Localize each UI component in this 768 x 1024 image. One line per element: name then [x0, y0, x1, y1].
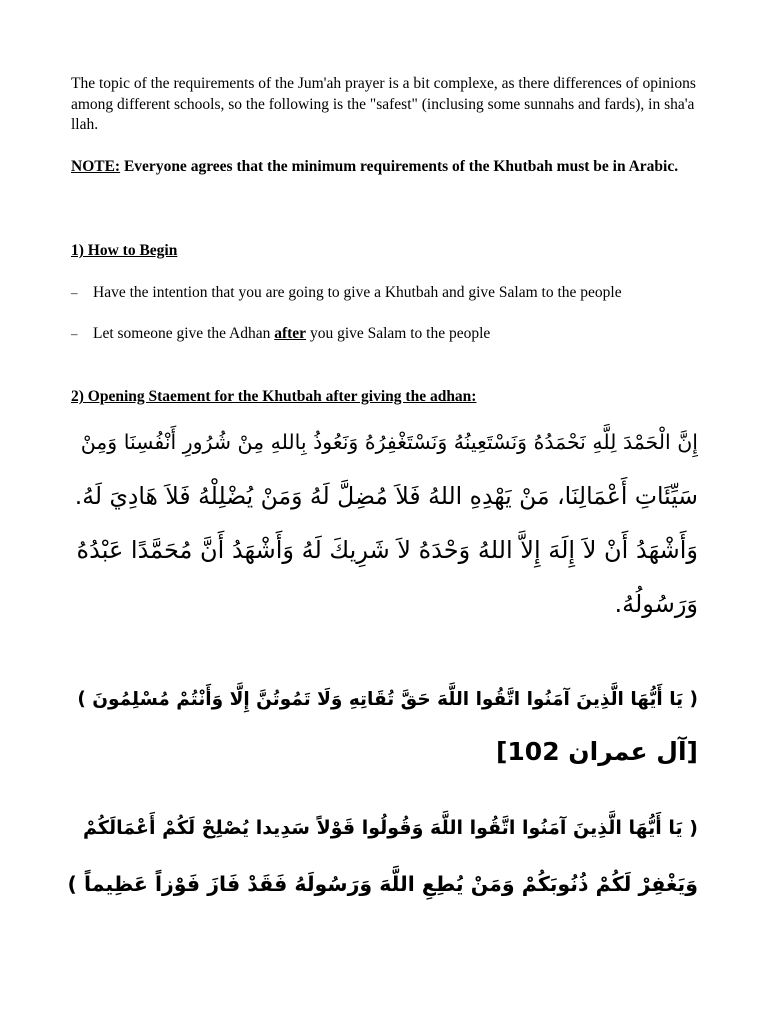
list-item	[71, 325, 490, 343]
bullet-dash: –	[71, 326, 78, 341]
bullet-dash: –	[71, 285, 78, 300]
list-item	[71, 284, 622, 302]
arabic-opening-line: وَأَشْهَدُ أَنْ لاَ إِلَهَ إِلاَّ اللهُ وَحْدَهُ لاَ شَرِيكَ لَهُ وَأَشْهَدُ أَنَّ مُحَمَّدًا عَبْدُهُ	[76, 536, 698, 564]
quran-verse-line: ( يَا أَيُّهَا الَّذِينَ آمَنُوا اتَّقُوا اللَّهَ حَقَّ تُقَاتِهِ وَلَا تَمُوتُنَّ إِلَّا وَأَنْتُمْ مُسْلِمُونَ )	[77, 689, 698, 710]
list-item-text: Let someone give the Adhan	[93, 325, 275, 342]
note-paragraph	[71, 157, 701, 178]
quran-verse-line: وَيَغْفِرْ لَكُمْ ذُنُوبَكُمْ وَمَنْ يُطِعِ اللَّهَ وَرَسُولَهُ فَقَدْ فَازَ فَوْزاً عَظِيماً )	[67, 872, 698, 896]
note-text: Everyone agrees that the minimum requirements of the Khutbah must be in Arabic.	[120, 158, 679, 175]
section-heading-opening-statement: 2) Opening Staement for the Khutbah after giving the adhan:	[71, 388, 477, 405]
verse-reference: [آل عمران 102]	[495, 737, 698, 766]
quran-verse-line: ( يَا أَيُّهَا الَّذِينَ آمَنُوا اتَّقُوا اللَّهَ وَقُولُوا قَوْلاً سَدِيدا يُصْلِحْ لَكُمْ أَعْمَالَكُمْ	[83, 817, 698, 839]
list-item-text: Have the intention that you are going to give a Khutbah and give Salam to the people	[93, 284, 622, 301]
intro-paragraph: The topic of the requirements of the Jum'ah prayer is a bit complexe, as there differences of opinions among different schools, so the following is the "safest" (inclusing some sunnahs and fards), in sha'a llah.	[71, 75, 696, 133]
section-heading-how-to-begin: 1) How to Begin	[71, 242, 178, 259]
arabic-opening-line: سَيِّئَاتِ أَعْمَالِنَا، مَنْ يَهْدِهِ اللهُ فَلاَ مُضِلَّ لَهُ وَمَنْ يُضْلِلْهُ فَلاَ هَادِيَ لَهُ.	[74, 482, 698, 510]
emphasis-after: after	[274, 325, 307, 342]
arabic-opening-line: إِنَّ الْحَمْدَ لِلَّهِ نَحْمَدُهُ وَنَسْتَعِينُهُ وَنَسْتَغْفِرُهُ وَنَعُوذُ بِاللهِ مِنْ شُرُورِ أَنْفُسِنَا وَمِنْ	[80, 430, 698, 454]
list-item-text: you give Salam to the people	[306, 325, 491, 342]
arabic-opening-line: وَرَسُولُهُ.	[614, 590, 698, 618]
note-label: NOTE:	[71, 158, 121, 175]
